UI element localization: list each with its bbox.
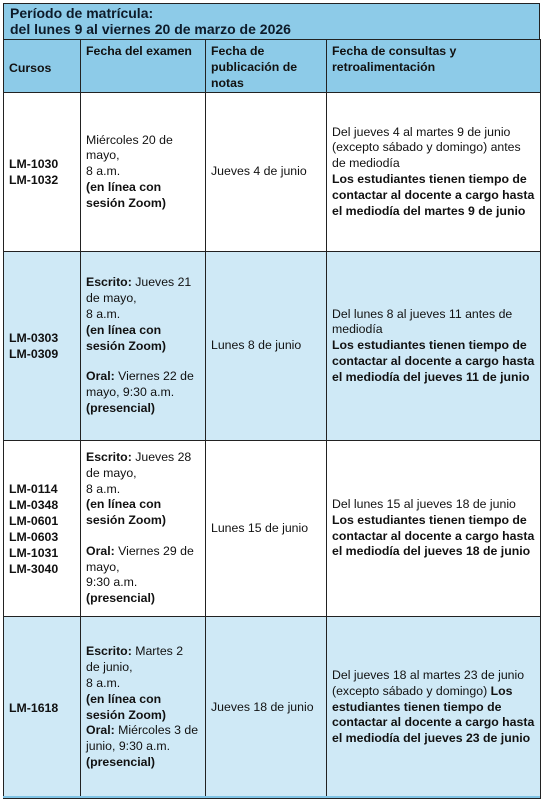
course-codes-cell	[4, 252, 81, 441]
consultation-cell	[327, 441, 541, 617]
consultation-deadline: Los estudiantes tienen tiempo de contactar al docente a cargo hasta el mediodía del martes 9 de junio	[332, 172, 535, 218]
oral-label: Oral:	[86, 369, 115, 384]
course-codes-cell	[4, 441, 81, 617]
consultation-text: Del jueves 18 al martes 23 de junio (excepto sábado y domingo)	[332, 668, 525, 698]
course-codes-cell	[4, 93, 81, 252]
course-code: LM-1031	[9, 545, 59, 560]
exam-date-text: Miércoles 20 de mayo,	[86, 132, 173, 163]
escrito-label: Escrito:	[86, 275, 132, 290]
escrito-time: 8 a.m.	[86, 306, 121, 321]
consultation-text: Del jueves 4 al martes 9 de junio (excepto sábado y domingo) antes de mediodía	[332, 124, 521, 171]
exam-schedule-table	[3, 39, 541, 799]
exam-date-cell	[81, 441, 206, 617]
escrito-label: Escrito:	[86, 449, 132, 464]
consultation-cell	[327, 93, 541, 252]
escrito-label: Escrito:	[86, 644, 132, 659]
oral-date: Miércoles 3 de junio, 9:30 a.m.	[86, 723, 199, 754]
grades-date-cell: Lunes 15 de junio	[206, 441, 327, 617]
grades-date-cell: Jueves 18 de junio	[206, 617, 327, 799]
oral-mode: (presencial)	[86, 591, 156, 606]
exam-time-text: 8 a.m.	[86, 164, 121, 179]
course-code: LM-0348	[9, 497, 59, 512]
oral-mode: (presencial)	[86, 400, 156, 415]
course-code: LM-0603	[9, 529, 59, 544]
consultation-cell	[327, 252, 541, 441]
consultation-text: Del lunes 15 al jueves 18 de junio	[332, 496, 516, 511]
oral-time: 9:30 a.m.	[86, 575, 138, 590]
course-code: LM-0309	[9, 347, 59, 361]
exam-date-cell	[81, 252, 206, 441]
escrito-date: Jueves 28 de mayo,	[86, 449, 192, 480]
oral-mode: (presencial)	[86, 754, 156, 769]
course-code: LM-1032	[9, 173, 59, 187]
course-code: LM-3040	[9, 561, 59, 576]
escrito-mode: (en línea con sesión Zoom)	[86, 497, 166, 528]
escrito-mode: (en línea con sesión Zoom)	[86, 691, 166, 722]
header-fecha-consultas: Fecha de consultas y retroalimentación	[327, 40, 541, 93]
course-code: LM-0303	[9, 331, 59, 345]
exam-date-cell	[81, 617, 206, 799]
header-fecha-notas: Fecha de publicación de notas	[206, 40, 327, 93]
consultation-deadline: Los estudiantes tienen tiempo de contactar al docente a cargo hasta el mediodía del jueves 18 de junio	[332, 512, 535, 559]
course-code: LM-0114	[9, 481, 58, 496]
consultation-deadline: Los estudiantes tienen tiempo de contactar al docente a cargo hasta el mediodía del jueves 23 de junio	[332, 683, 535, 746]
escrito-date: Jueves 21 de mayo,	[86, 275, 192, 306]
course-codes-cell	[4, 617, 81, 799]
escrito-time: 8 a.m.	[86, 675, 121, 690]
course-code: LM-1618	[9, 700, 59, 715]
exam-date-cell	[81, 93, 206, 252]
header-fecha-examen: Fecha del examen	[81, 40, 206, 93]
grades-date-cell: Jueves 4 de junio	[206, 93, 327, 252]
course-code: LM-1030	[9, 157, 59, 171]
period-title	[3, 3, 540, 39]
table-row	[4, 617, 541, 799]
oral-date: Viernes 22 de mayo, 9:30 a.m.	[86, 369, 194, 400]
schedule-document	[3, 3, 540, 799]
exam-mode-text: (en línea con sesión Zoom)	[86, 179, 166, 210]
oral-date: Viernes 29 de mayo,	[86, 543, 194, 574]
bottom-rule	[3, 796, 540, 798]
escrito-date: Martes 2 de junio,	[86, 644, 184, 675]
oral-label: Oral:	[86, 543, 115, 558]
escrito-mode: (en línea con sesión Zoom)	[86, 322, 166, 353]
consultation-deadline: Los estudiantes tienen tiempo de contactar al docente a cargo hasta el mediodía del jueves 11 de junio	[332, 338, 535, 384]
grades-date-cell: Lunes 8 de junio	[206, 252, 327, 441]
escrito-time: 8 a.m.	[86, 481, 121, 496]
header-cursos: Cursos	[4, 40, 81, 93]
table-row	[4, 252, 541, 441]
course-code: LM-0601	[9, 513, 59, 528]
table-row	[4, 93, 541, 252]
period-title-line1: Período de matrícula:	[10, 5, 154, 21]
period-title-line2: del lunes 9 al viernes 20 de marzo de 2026	[10, 21, 291, 37]
consultation-cell	[327, 617, 541, 799]
oral-label: Oral:	[86, 723, 115, 738]
header-row	[4, 40, 541, 93]
consultation-text: Del lunes 8 al jueves 11 antes de mediodía	[332, 306, 513, 337]
table-row	[4, 441, 541, 617]
